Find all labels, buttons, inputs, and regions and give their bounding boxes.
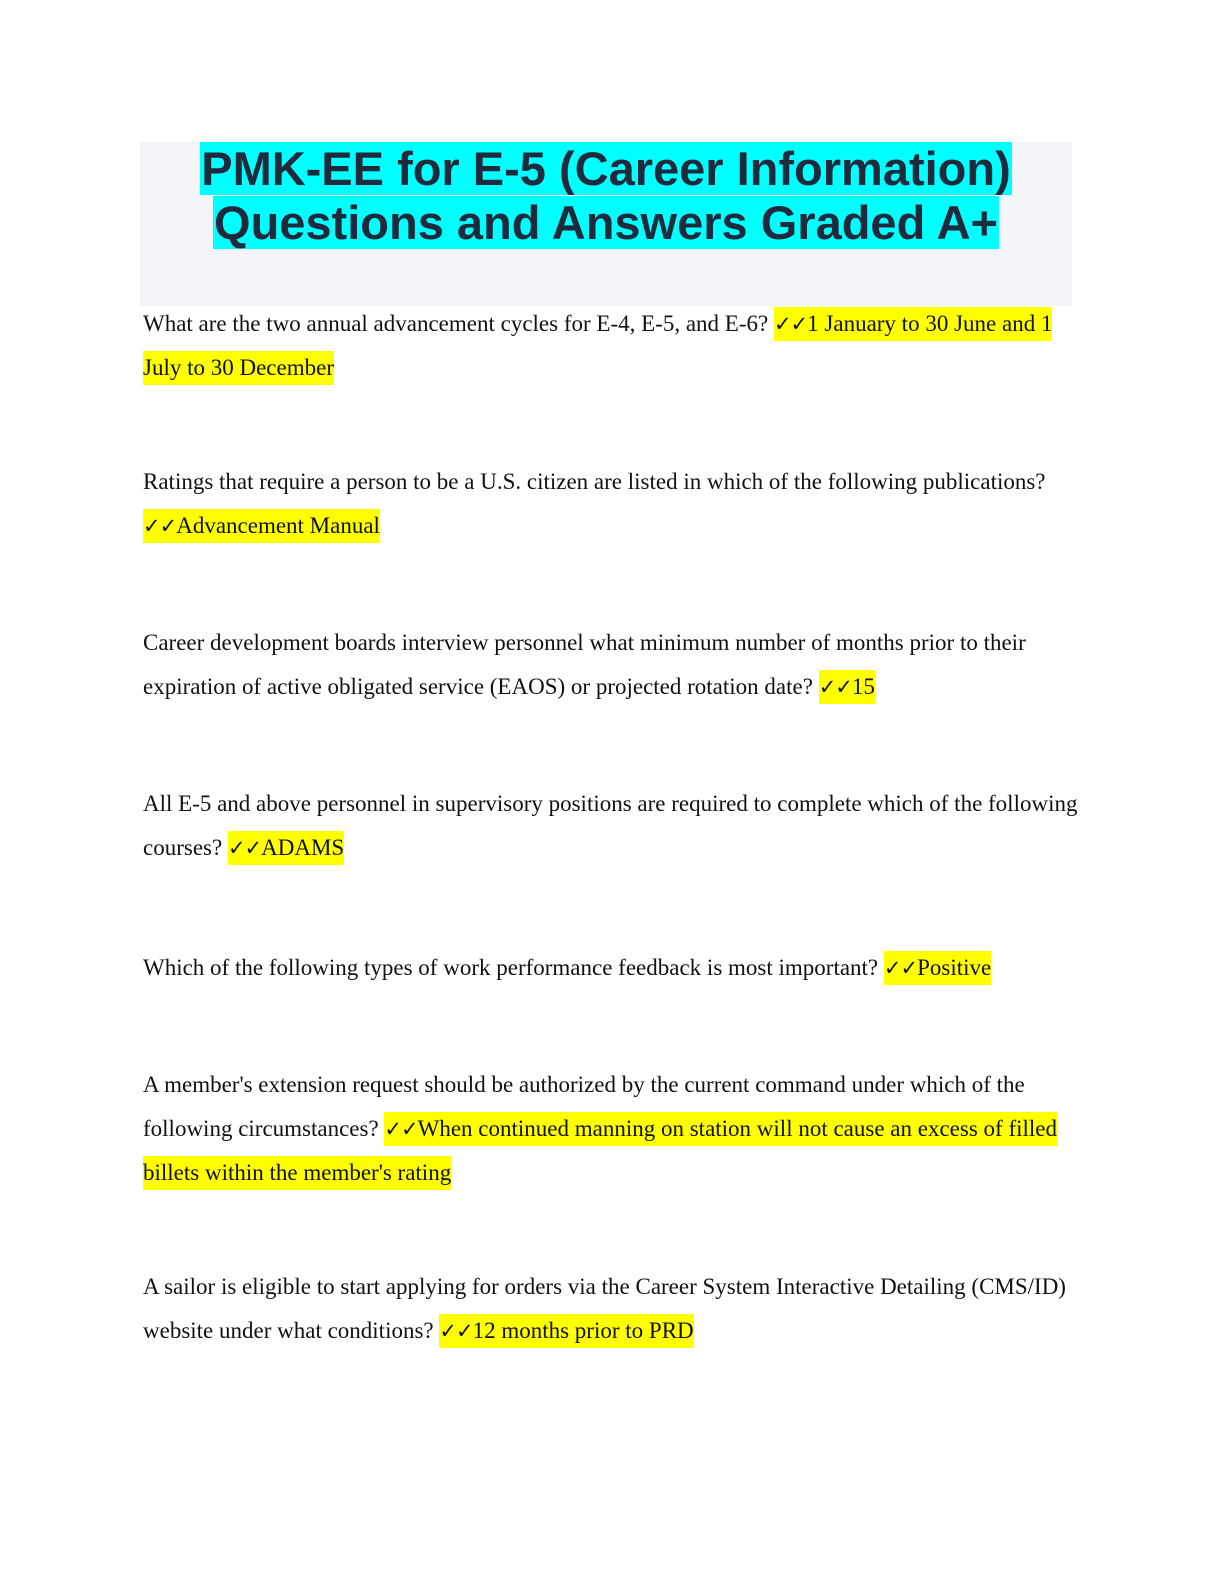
answer-text: ADAMS (261, 835, 345, 860)
qa-item-1 (143, 302, 1083, 390)
answer-text: Positive (917, 955, 992, 980)
qa-item-2 (143, 460, 1083, 548)
title-line-2: Questions and Answers Graded A+ (214, 196, 998, 249)
double-check-icon: ✓✓ (773, 312, 808, 336)
double-check-icon: ✓✓ (143, 514, 177, 538)
double-check-icon: ✓✓ (883, 956, 918, 980)
answer-text: When continued manning on station will not cause an excess of filled billets within the member's rating (143, 1116, 1057, 1185)
double-check-icon: ✓✓ (818, 675, 852, 699)
answer-text: Advancement Manual (176, 513, 380, 538)
title-block (140, 142, 1072, 306)
qa-item-7 (143, 1265, 1083, 1353)
title-line-1: PMK-EE for E-5 (Career Information) (201, 142, 1011, 195)
answer-highlight (143, 509, 380, 543)
qa-item-6 (143, 1063, 1083, 1195)
answer-highlight (819, 670, 875, 704)
double-check-icon: ✓✓ (384, 1117, 418, 1141)
answer-text: 12 months prior to PRD (472, 1318, 694, 1343)
qa-item-3 (143, 621, 1083, 709)
question-text: A sailor is eligible to start applying for orders via the Career System Interactive Detailing (CMS/ID) website under what conditions? (143, 1274, 1066, 1343)
double-check-icon: ✓✓ (439, 1319, 473, 1343)
question-text: Ratings that require a person to be a U.S. citizen are listed in which of the following publications? (143, 469, 1046, 494)
question-text: Which of the following types of work performance feedback is most important? (143, 955, 884, 980)
question-text: Career development boards interview personnel what minimum number of months prior to their expiration of active obligated service (EAOS) or projected rotation date? (143, 630, 1026, 699)
page-title (140, 142, 1072, 250)
question-text: All E-5 and above personnel in supervisory positions are required to complete which of the following courses? (143, 791, 1078, 860)
answer-highlight (228, 831, 344, 865)
question-text: What are the two annual advancement cycles for E-4, E-5, and E-6? (143, 311, 774, 336)
question-text: A member's extension request should be authorized by the current command under which of the following circumstances? (143, 1072, 1025, 1141)
answer-highlight (884, 951, 991, 985)
double-check-icon: ✓✓ (227, 836, 262, 860)
answer-highlight (439, 1314, 693, 1348)
qa-item-5 (143, 946, 1083, 990)
answer-text: 15 (851, 674, 875, 699)
qa-item-4 (143, 782, 1083, 870)
answer-text: 1 January to 30 June and 1 July to 30 December (143, 311, 1053, 380)
